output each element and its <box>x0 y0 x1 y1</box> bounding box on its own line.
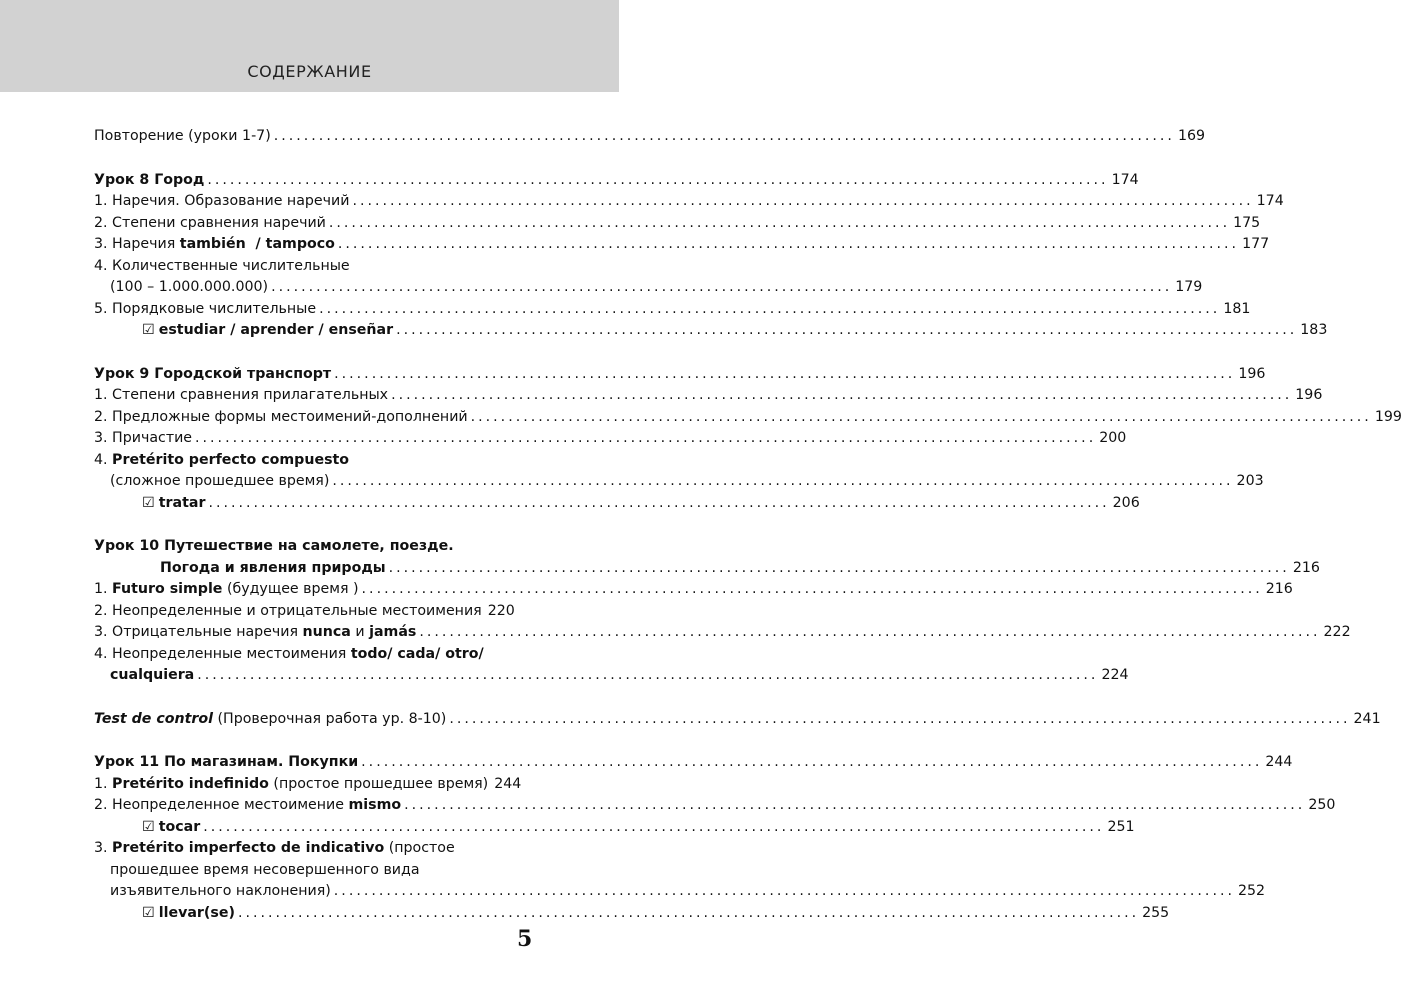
dot-leader: ........................................................................................................................ <box>337 236 1240 252</box>
toc-label <box>94 622 416 644</box>
dot-leader: ........................................................................................................................ <box>391 387 1293 403</box>
checkbox-icon: ☑ <box>142 322 155 338</box>
toc-label: 2. Степени сравнения наречий <box>94 214 326 231</box>
toc-entry[interactable] <box>94 774 522 796</box>
toc-entry[interactable] <box>94 795 1336 817</box>
toc-lesson-8-title[interactable] <box>94 170 1139 192</box>
toc-label-text: (будущее время ) <box>222 581 359 597</box>
toc-label: (сложное прошедшее время) <box>110 473 330 489</box>
checkbox-icon: ☑ <box>142 904 155 921</box>
toc-lesson-10-title[interactable]: Урок 10 Путешествие на самолете, поезде. <box>94 538 454 554</box>
toc-page: 206 <box>1112 494 1140 511</box>
dot-leader: ........................................................................................................................ <box>361 754 1263 770</box>
dot-leader: ........................................................................................................................ <box>197 667 1099 683</box>
dot-leader: ........................................................................................................................ <box>470 408 1372 425</box>
toc-label-bold: Futuro simple <box>112 581 223 597</box>
table-of-contents <box>94 126 1402 924</box>
toc-entry-test[interactable] <box>94 709 1381 731</box>
toc-label <box>94 709 446 731</box>
toc-label-bold: jamás <box>369 624 417 640</box>
toc-label: 3. Причастие <box>94 430 193 446</box>
toc-entry[interactable] <box>94 622 1351 644</box>
dot-leader: ........................................................................................................................ <box>334 365 1236 382</box>
toc-entry[interactable] <box>94 471 1264 493</box>
toc-page: 203 <box>1236 473 1264 489</box>
toc-label-bold: Pretérito imperfecto de indicativo <box>112 840 385 856</box>
toc-label: 5. Порядковые числительные <box>94 300 317 317</box>
toc-page: 222 <box>1323 624 1351 640</box>
toc-page: 183 <box>1300 322 1328 338</box>
toc-label-bold: Pretérito indefinido <box>112 775 269 792</box>
toc-entry-review[interactable] <box>94 126 1206 148</box>
dot-leader: ........................................................................................................................ <box>328 214 1231 231</box>
toc-entry-verb[interactable] <box>94 320 1328 342</box>
verb-label: llevar(se) <box>158 904 235 921</box>
toc-label <box>94 774 488 796</box>
toc-entry-line[interactable] <box>94 838 514 860</box>
toc-entry-line[interactable] <box>94 450 514 472</box>
dot-leader: ........................................................................................................................ <box>352 193 1254 209</box>
toc-label-text: 3. <box>94 840 113 856</box>
toc-page: 169 <box>1177 128 1206 144</box>
toc-page: 174 <box>1111 171 1139 188</box>
toc-entry-line[interactable]: 4. Количественные числительные <box>94 257 350 274</box>
toc-label: (100 – 1.000.000.000) <box>110 279 269 295</box>
dot-leader: ........................................................................................................................ <box>419 624 1321 640</box>
toc-label <box>142 493 205 515</box>
toc-page: 244 <box>1265 754 1293 770</box>
toc-label <box>142 817 200 839</box>
toc-label <box>94 579 359 601</box>
toc-entry[interactable] <box>94 191 1284 213</box>
toc-entry[interactable] <box>94 601 514 623</box>
toc-entry[interactable] <box>94 428 1127 450</box>
toc-label: Повторение (уроки 1-7) <box>94 128 271 144</box>
toc-entry[interactable] <box>94 277 1203 299</box>
toc-page: 175 <box>1233 214 1261 231</box>
toc-label-bold: cualquiera <box>110 667 195 683</box>
toc-page: 244 <box>494 775 522 792</box>
toc-page: 252 <box>1237 883 1266 899</box>
toc-page: 177 <box>1242 236 1270 252</box>
toc-label-text: (простое прошедшее время) <box>268 775 489 792</box>
toc-entry[interactable] <box>94 881 1266 903</box>
toc-label <box>94 795 401 817</box>
toc-label-bold: Pretérito perfecto compuesto <box>112 451 350 468</box>
toc-page: 216 <box>1292 559 1320 576</box>
toc-label <box>142 320 393 342</box>
toc-label-bold: también / tampoco <box>179 236 335 252</box>
toc-entry-verb[interactable] <box>94 493 1140 515</box>
page-number: 5 <box>517 926 533 952</box>
lesson-title: Урок 9 Городской транспорт <box>94 365 332 382</box>
lesson-title: Урок 8 Город <box>94 171 205 188</box>
toc-page: 179 <box>1175 279 1203 295</box>
toc-label: 1. Наречия. Образование наречий <box>94 193 350 209</box>
toc-label-text: и <box>350 624 370 640</box>
toc-lesson-11-title[interactable] <box>94 752 1293 774</box>
toc-label: изъявительного наклонения) <box>110 883 331 899</box>
lesson-title: Погода и явления природы <box>160 559 386 576</box>
toc-label-text: 1. <box>94 775 113 792</box>
toc-label-text: 2. Неопределенное местоимение <box>94 797 349 813</box>
toc-label-bold: nunca <box>302 624 351 640</box>
toc-page: 196 <box>1295 387 1323 403</box>
toc-page: 251 <box>1107 818 1135 835</box>
toc-label-text: 3. Отрицательные наречия <box>94 624 303 640</box>
toc-entry-line[interactable] <box>94 644 514 666</box>
toc-page: 181 <box>1223 300 1251 317</box>
toc-entry[interactable] <box>94 385 1323 407</box>
checkbox-icon: ☑ <box>142 818 155 835</box>
toc-page: 174 <box>1256 193 1284 209</box>
toc-page: 200 <box>1099 430 1127 446</box>
toc-entry[interactable] <box>94 299 1251 321</box>
toc-label-text: (простое <box>384 840 455 856</box>
dot-leader: ........................................................................................................................ <box>361 581 1263 597</box>
toc-entry[interactable] <box>94 234 1270 256</box>
toc-page: 220 <box>487 602 515 619</box>
dot-leader: ........................................................................................................................ <box>271 279 1173 295</box>
toc-label-text: 4. <box>94 451 113 468</box>
toc-label-text: (Проверочная работа ур. 8-10) <box>213 710 447 727</box>
dot-leader: ........................................................................................................................ <box>332 473 1234 489</box>
dot-leader: ........................................................................................................................ <box>203 818 1105 835</box>
toc-page: 216 <box>1265 581 1293 597</box>
toc-page: 250 <box>1308 797 1336 813</box>
checkbox-icon: ☑ <box>142 494 155 511</box>
dot-leader: ........................................................................................................................ <box>237 904 1140 921</box>
toc-label: 2. Неопределенные и отрицательные местоимения <box>94 602 482 619</box>
toc-lesson-10-title-line2[interactable] <box>94 558 1320 580</box>
toc-label: 2. Предложные формы местоимений-дополнений <box>94 408 468 425</box>
toc-label <box>142 903 235 925</box>
toc-label-text: 1. <box>94 581 113 597</box>
toc-entry-line[interactable]: прошедшее время несовершенного вида <box>110 861 420 878</box>
dot-leader: ........................................................................................................................ <box>319 300 1221 317</box>
dot-leader: ........................................................................................................................ <box>396 322 1298 338</box>
toc-page: 224 <box>1101 667 1129 683</box>
toc-page: 196 <box>1238 365 1266 382</box>
lesson-title: Урок 11 По магазинам. Покупки <box>94 754 359 770</box>
toc-label <box>94 234 335 256</box>
toc-entry[interactable] <box>94 407 1402 429</box>
dot-leader: ........................................................................................................................ <box>195 430 1097 446</box>
toc-page: 255 <box>1142 904 1170 921</box>
page-title: СОДЕРЖАНИЕ <box>247 62 372 81</box>
toc-lesson-9-title[interactable] <box>94 364 1266 386</box>
toc-entry[interactable] <box>94 213 1261 235</box>
toc-page: 241 <box>1353 710 1381 727</box>
toc-label-text: 4. Неопределенные местоимения <box>94 645 351 662</box>
toc-label-bold: todo/ cada/ otro/ <box>350 645 484 662</box>
dot-leader: ........................................................................................................................ <box>449 710 1351 727</box>
toc-entry[interactable] <box>94 579 1293 601</box>
toc-entry[interactable] <box>94 665 1129 687</box>
dot-leader: ........................................................................................................................ <box>404 797 1306 813</box>
toc-label-bold: mismo <box>348 797 402 813</box>
verb-label: tratar <box>158 494 206 511</box>
toc-page: 199 <box>1374 408 1402 425</box>
dot-leader: ........................................................................................................................ <box>388 559 1290 576</box>
toc-entry-verb[interactable] <box>94 903 1170 925</box>
toc-label: 1. Степени сравнения прилагательных <box>94 387 389 403</box>
toc-entry-verb[interactable] <box>94 817 1135 839</box>
dot-leader: ........................................................................................................................ <box>207 171 1109 188</box>
dot-leader: ........................................................................................................................ <box>273 128 1175 144</box>
verb-label: tocar <box>158 818 201 835</box>
toc-label-text: 3. Наречия <box>94 236 180 252</box>
verb-label: estudiar / aprender / enseñar <box>158 322 394 338</box>
toc-label-bold-italic: Test de control <box>94 710 213 727</box>
dot-leader: ........................................................................................................................ <box>208 494 1110 511</box>
dot-leader: ........................................................................................................................ <box>333 883 1235 899</box>
